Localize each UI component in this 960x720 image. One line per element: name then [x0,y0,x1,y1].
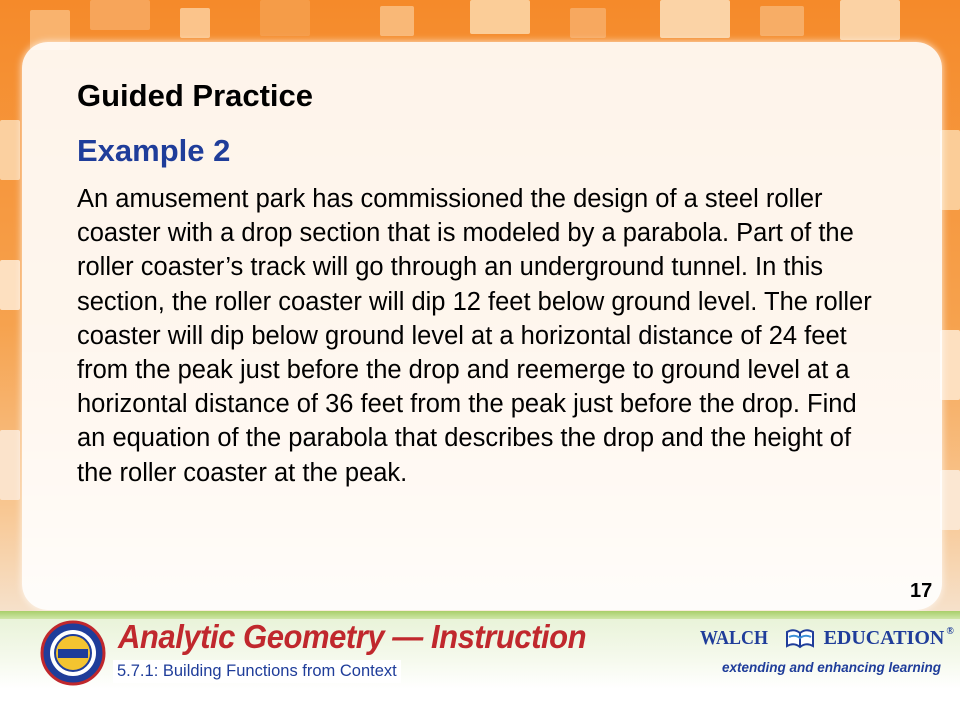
problem-text: An amusement park has commissioned the design of a steel roller coaster with a drop section that is modeled by a parabola. Part of the roller coaster’s track will go through an underground tunnel. In this section, the roller coaster will dip 12 feet below ground level. The roller coaster will dip below ground level at a horizontal distance of 24 feet from the peak just before the drop and reemerge to ground level at a horizontal distance of 36 feet from the peak just before the drop. Find an equation of the parabola that describes the drop and the height of the roller coaster at the peak. [77,185,872,487]
slide-heading: Guided Practice [77,78,314,113]
bg-tile [0,430,20,500]
registered-mark: ® [946,626,954,637]
bg-tile [940,130,960,210]
bg-tile [470,0,530,34]
publisher-name-left: WALCH [700,626,769,649]
example-title: Example 2 [77,133,231,168]
series-title: Analytic Geometry — Instruction [118,618,587,655]
page-number: 17 [910,580,933,602]
bg-tile [0,120,20,180]
bg-tile [380,6,414,36]
bg-tile [0,260,20,310]
bg-tile [180,8,210,38]
bg-tile [940,330,960,400]
common-core-georgia-seal-icon [40,620,106,686]
bg-tile [90,0,150,30]
bg-tile [760,6,804,36]
publisher-logo [700,626,954,654]
bg-tile [940,470,960,530]
publisher-name-right: EDUCATION [823,626,945,649]
walch-open-book-icon [785,626,815,650]
publisher-tagline: extending and enhancing learning [722,660,942,675]
bg-tile [660,0,730,38]
bg-tile [260,0,310,36]
bg-tile [570,8,606,38]
lesson-label: 5.7.1: Building Functions from Context [113,660,401,683]
bg-tile [840,0,900,40]
